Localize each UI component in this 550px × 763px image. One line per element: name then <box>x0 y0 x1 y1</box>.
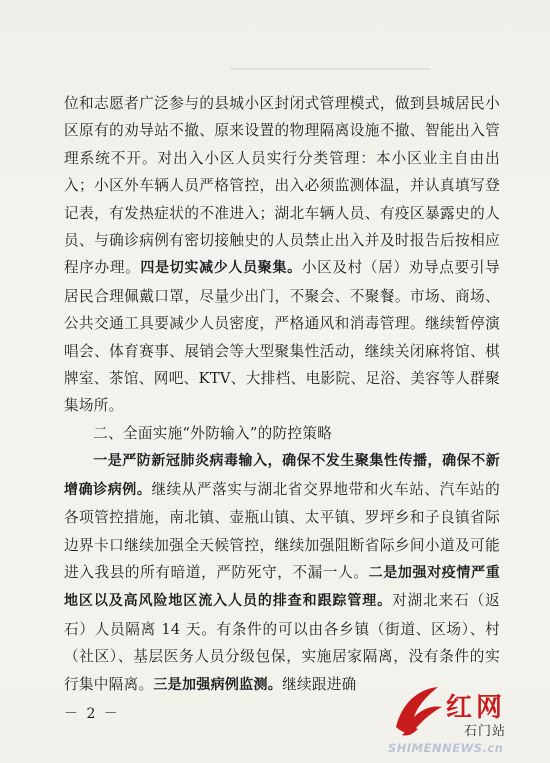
paragraph-2 <box>64 447 500 699</box>
paragraph-2-bold-1: 一是严防新冠肺炎病毒输入，确保不发生聚集性传播，确保不新增确诊病例。 <box>64 453 500 498</box>
watermark-main: 红网 <box>446 693 507 723</box>
watermark-url: SHIMENNEWS.cn <box>388 741 504 755</box>
section-heading: 二、全面实施“外防输入”的防控策略 <box>93 424 333 442</box>
paragraph-1 <box>64 90 500 420</box>
brush-stroke-icon <box>388 683 450 741</box>
paragraph-1-text-b: 小区及村（居）劝导点要引导居民合理佩戴口罩，尽量少出门，不聚会、不聚餐。市场、商场、公共交通工具要减少人员密度，严格通风和消毒管理。继续暂停演唱会、体育赛事、展销会等大型聚集性活动，继续关闭麻将馆、棋牌室、茶馆、网吧、KTV、大排档、电影院、足浴、美容等人群聚集场所。 <box>64 259 500 415</box>
paragraph-1-bold: 四是切实减少人员聚集。 <box>140 260 302 277</box>
paragraph-2-text-b: 对湖北来石（返石）人员隔离 14 天。有条件的可以由各乡镇（街道、区场）、村（社区）、基层医务人员分级包保，实施居家隔离，没有条件的实行集中隔离。 <box>64 592 500 693</box>
paragraph-2-bold-3: 三是加强病例监测。 <box>153 676 283 693</box>
paragraph-2-text-c: 继续跟进确 <box>282 675 357 693</box>
page-number: － 2 － <box>64 706 120 722</box>
watermark-logo <box>388 683 528 758</box>
watermark-sub: 石门站 <box>464 724 507 739</box>
document-body <box>64 90 500 699</box>
paragraph-2-bold-2: 二是加强对疫情严重地区以及高风险地区流入人员的排查和跟踪管理。 <box>64 564 500 610</box>
faint-artifact <box>230 68 430 70</box>
paragraph-2-text-a: 继续从严落实与湖北省交界地带和火车站、汽车站的各项管控措施，南北镇、壶瓶山镇、太平镇、罗坪乡和子良镇省际边界卡口继续加强全天候管控，继续加强阻断省际乡间小道及可能进入我县的所有暗道，严防死守，不漏一人。 <box>64 480 500 581</box>
paragraph-1-text-a: 位和志愿者广泛参与的县城小区封闭式管理模式，做到县城居民小区原有的劝导站不撤、原来设置的物理隔离设施不撤、智能出入管理系统不开。对出入小区人员实行分类管理：本小区业主自由出入；小区外车辆人员严格管控，出入必须监测体温，并认真填写登记表，有发热症状的不准进入；湖北车辆人员、有疫区暴露史的人员、与确诊病例有密切接触史的人员禁止出入并及时报告后按相应程序办理。 <box>64 95 500 277</box>
